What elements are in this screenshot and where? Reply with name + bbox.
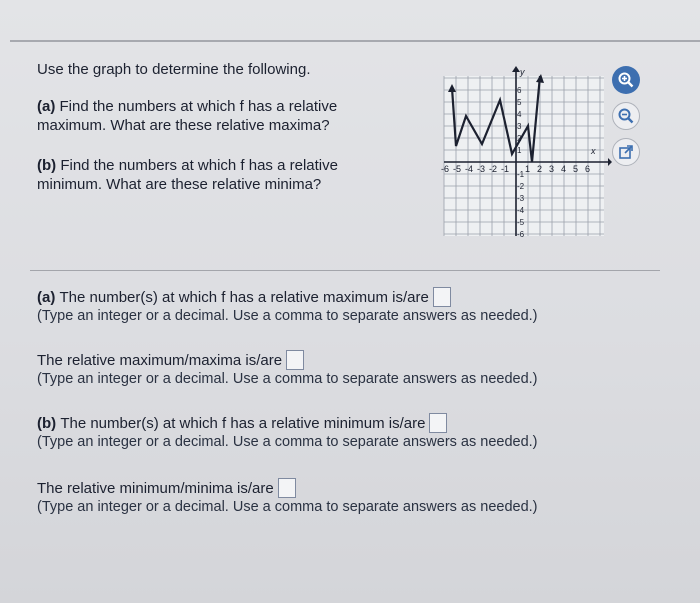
y-tick-label: -5 (517, 218, 525, 227)
y-tick-label: 6 (517, 86, 522, 95)
part-b-label: (b) (37, 157, 57, 174)
x-tick-label: 1 (525, 164, 531, 174)
popout-button[interactable] (612, 138, 640, 166)
y-tick-label: -4 (517, 206, 525, 215)
y-tick-label: -2 (517, 182, 525, 191)
x-tick-label: -1 (501, 164, 510, 174)
x-tick-label: -2 (489, 164, 498, 174)
y-tick-label: 1 (517, 146, 522, 155)
y-tick-label: -3 (517, 194, 525, 203)
x-tick-label: -5 (453, 164, 462, 174)
question-title: Use the graph to determine the following. (37, 61, 311, 78)
y-tick-label: -1 (517, 170, 525, 179)
y-axis-arrow (512, 66, 520, 72)
y-tick-label: 4 (517, 110, 522, 119)
answer-b-minima-input[interactable] (278, 478, 296, 498)
x-tick-label: 2 (537, 164, 543, 174)
question-part-b (37, 156, 397, 194)
x-tick-label: 5 (573, 164, 579, 174)
answer-a-numbers-text: The number(s) at which f has a relative maximum is/are (59, 288, 429, 306)
x-axis-label: x (591, 146, 596, 156)
zoom-in-icon (617, 71, 635, 89)
answer-a-maxima-input[interactable] (286, 350, 304, 370)
y-tick-label: 5 (517, 98, 522, 107)
part-a-text: Find the numbers at which f has a relative maximum. What are these relative maxima? (37, 98, 338, 134)
y-tick-label: 3 (517, 122, 522, 131)
answer-a-label: (a) (37, 288, 56, 306)
answer-a-numbers-hint: (Type an integer or a decimal. Use a comma to separate answers as needed.) (37, 308, 538, 324)
zoom-out-button[interactable] (612, 102, 640, 130)
answer-a-maxima (37, 350, 538, 389)
answer-b-minima-hint: (Type an integer or a decimal. Use a comma to separate answers as needed.) (37, 499, 538, 515)
x-tick-label: -3 (477, 164, 486, 174)
answer-b-minima-text: The relative minimum/minima is/are (37, 479, 274, 497)
section-divider (30, 270, 660, 271)
answer-b-numbers-text: The number(s) at which f has a relative minimum is/are (60, 414, 426, 432)
x-tick-label: -4 (465, 164, 474, 174)
graph-tools (612, 66, 652, 174)
y-tick-label: -6 (517, 230, 525, 239)
y-tick-label: 2 (517, 134, 522, 143)
answer-a-maxima-line (37, 350, 538, 370)
zoom-in-button[interactable] (612, 66, 640, 94)
answer-a-numbers-line (37, 287, 538, 307)
part-b-text: Find the numbers at which f has a relative minimum. What are these relative minima? (37, 157, 338, 193)
zoom-out-icon (617, 107, 635, 125)
answer-b-numbers (37, 413, 538, 452)
x-tick-label: 4 (561, 164, 567, 174)
answer-b-label: (b) (37, 414, 57, 432)
answer-b-minima (37, 478, 538, 517)
x-tick-label: 6 (585, 164, 591, 174)
answer-b-numbers-hint: (Type an integer or a decimal. Use a comma to separate answers as needed.) (37, 434, 538, 450)
function-graph (440, 66, 612, 240)
answer-b-numbers-line (37, 413, 538, 433)
part-a-label: (a) (37, 98, 56, 115)
graph-svg (440, 66, 612, 240)
question-part-a (37, 97, 397, 135)
y-axis-label: y (520, 67, 525, 77)
x-tick-label: -6 (441, 164, 450, 174)
answer-b-minima-line (37, 478, 538, 498)
answer-a-maxima-hint: (Type an integer or a decimal. Use a comma to separate answers as needed.) (37, 371, 538, 387)
answer-a-maxima-text: The relative maximum/maxima is/are (37, 351, 283, 369)
x-tick-label: 3 (549, 164, 555, 174)
external-link-icon (618, 144, 634, 160)
top-divider (10, 40, 700, 42)
answer-a-numbers-input[interactable] (433, 287, 451, 307)
answer-b-numbers-input[interactable] (429, 413, 447, 433)
answer-a-numbers (37, 287, 538, 326)
